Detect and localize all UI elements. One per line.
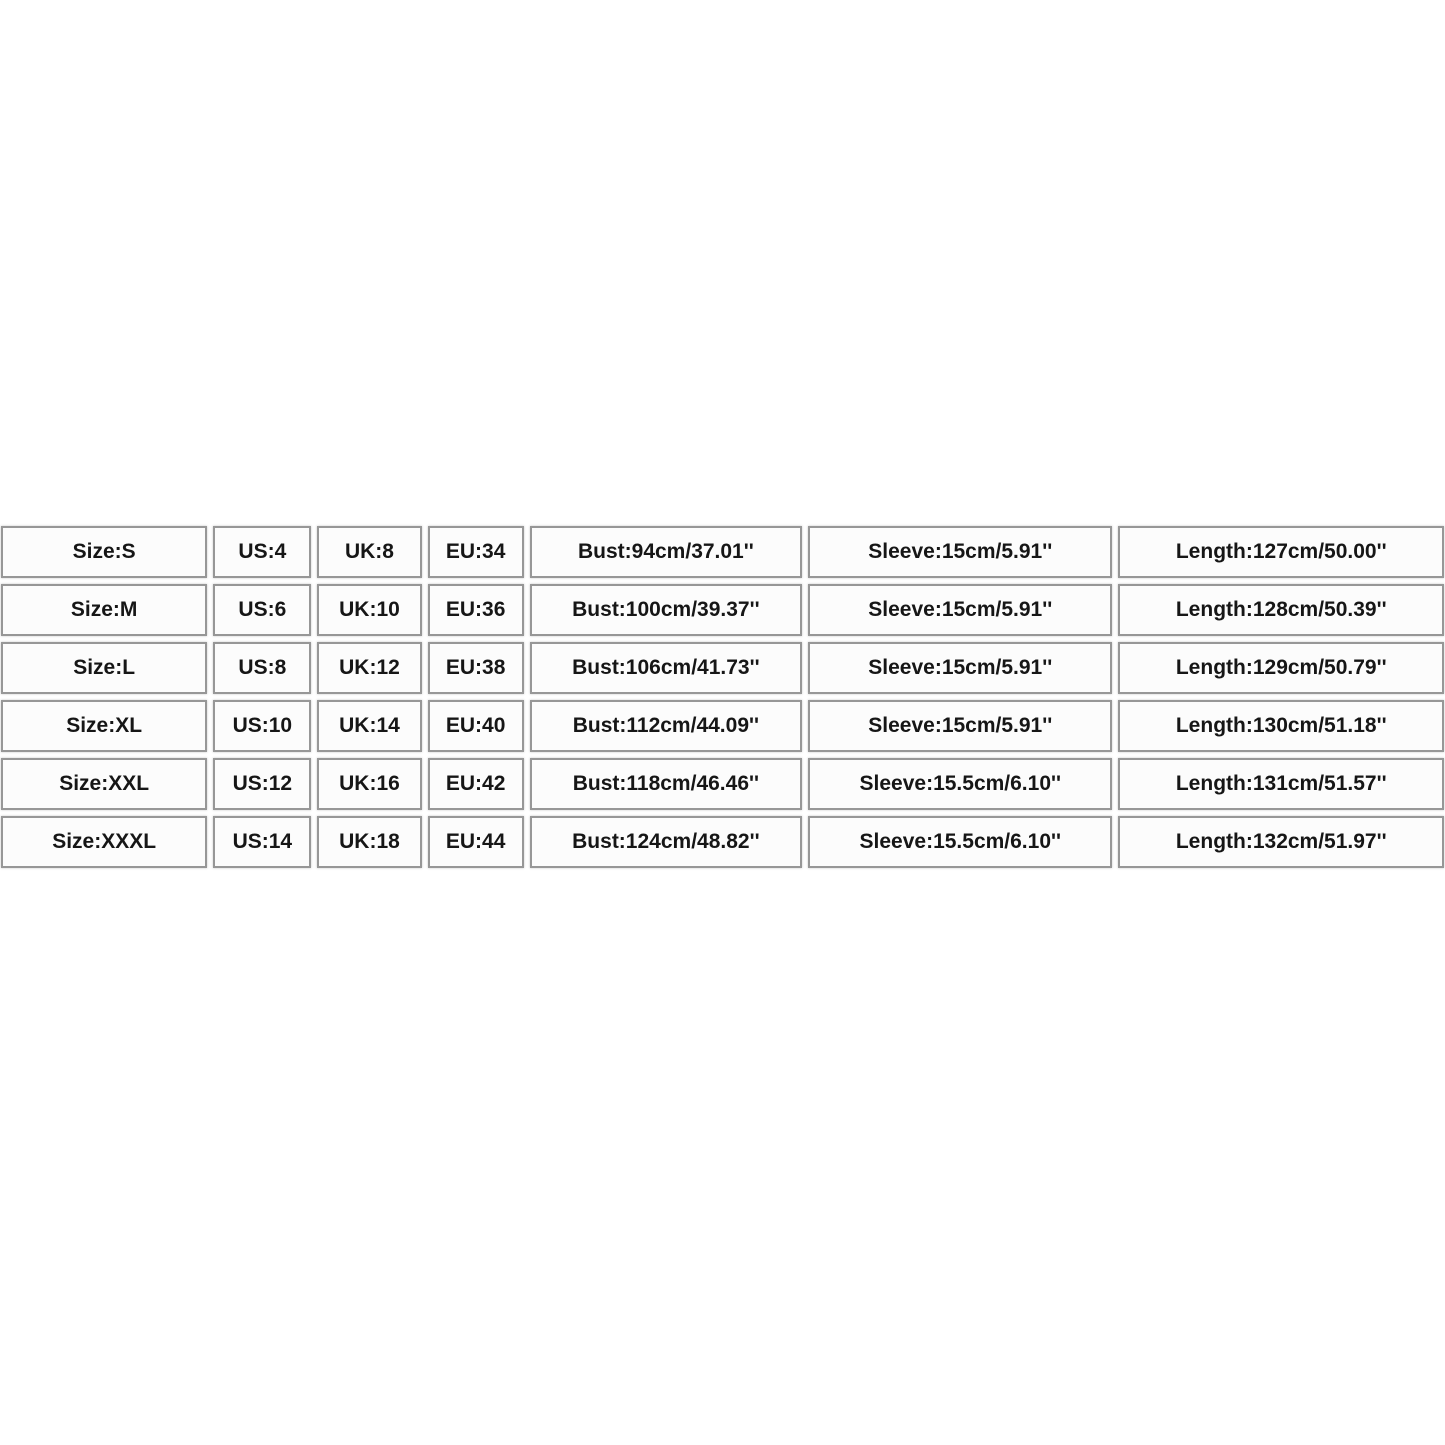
length-cell: Length:128cm/50.39''	[1118, 584, 1444, 636]
eu-cell: EU:34	[428, 526, 524, 578]
bust-cell: Bust:94cm/37.01''	[530, 526, 802, 578]
size-chart-table	[0, 520, 1445, 874]
table-row-xxl	[1, 758, 1444, 810]
sleeve-cell: Sleeve:15cm/5.91''	[808, 642, 1112, 694]
eu-cell: EU:36	[428, 584, 524, 636]
sleeve-cell: Sleeve:15cm/5.91''	[808, 584, 1112, 636]
uk-cell: UK:12	[317, 642, 421, 694]
sleeve-cell: Sleeve:15.5cm/6.10''	[808, 758, 1112, 810]
size-cell: Size:M	[1, 584, 207, 636]
eu-cell: EU:44	[428, 816, 524, 868]
size-cell: Size:S	[1, 526, 207, 578]
table-row-s	[1, 526, 1444, 578]
bust-cell: Bust:106cm/41.73''	[530, 642, 802, 694]
us-cell: US:6	[213, 584, 311, 636]
uk-cell: UK:14	[317, 700, 421, 752]
us-cell: US:14	[213, 816, 311, 868]
uk-cell: UK:8	[317, 526, 421, 578]
size-cell: Size:L	[1, 642, 207, 694]
us-cell: US:12	[213, 758, 311, 810]
size-cell: Size:XXL	[1, 758, 207, 810]
length-cell: Length:129cm/50.79''	[1118, 642, 1444, 694]
sleeve-cell: Sleeve:15cm/5.91''	[808, 700, 1112, 752]
us-cell: US:8	[213, 642, 311, 694]
bust-cell: Bust:100cm/39.37''	[530, 584, 802, 636]
eu-cell: EU:38	[428, 642, 524, 694]
us-cell: US:10	[213, 700, 311, 752]
eu-cell: EU:40	[428, 700, 524, 752]
table-row-xl	[1, 700, 1444, 752]
length-cell: Length:127cm/50.00''	[1118, 526, 1444, 578]
table-row-xxxl	[1, 816, 1444, 868]
bust-cell: Bust:124cm/48.82''	[530, 816, 802, 868]
length-cell: Length:130cm/51.18''	[1118, 700, 1444, 752]
sleeve-cell: Sleeve:15.5cm/6.10''	[808, 816, 1112, 868]
table-row-m	[1, 584, 1444, 636]
sleeve-cell: Sleeve:15cm/5.91''	[808, 526, 1112, 578]
bust-cell: Bust:118cm/46.46''	[530, 758, 802, 810]
us-cell: US:4	[213, 526, 311, 578]
uk-cell: UK:18	[317, 816, 421, 868]
uk-cell: UK:10	[317, 584, 421, 636]
size-cell: Size:XL	[1, 700, 207, 752]
size-cell: Size:XXXL	[1, 816, 207, 868]
uk-cell: UK:16	[317, 758, 421, 810]
eu-cell: EU:42	[428, 758, 524, 810]
length-cell: Length:132cm/51.97''	[1118, 816, 1444, 868]
length-cell: Length:131cm/51.57''	[1118, 758, 1444, 810]
table-row-l	[1, 642, 1444, 694]
bust-cell: Bust:112cm/44.09''	[530, 700, 802, 752]
